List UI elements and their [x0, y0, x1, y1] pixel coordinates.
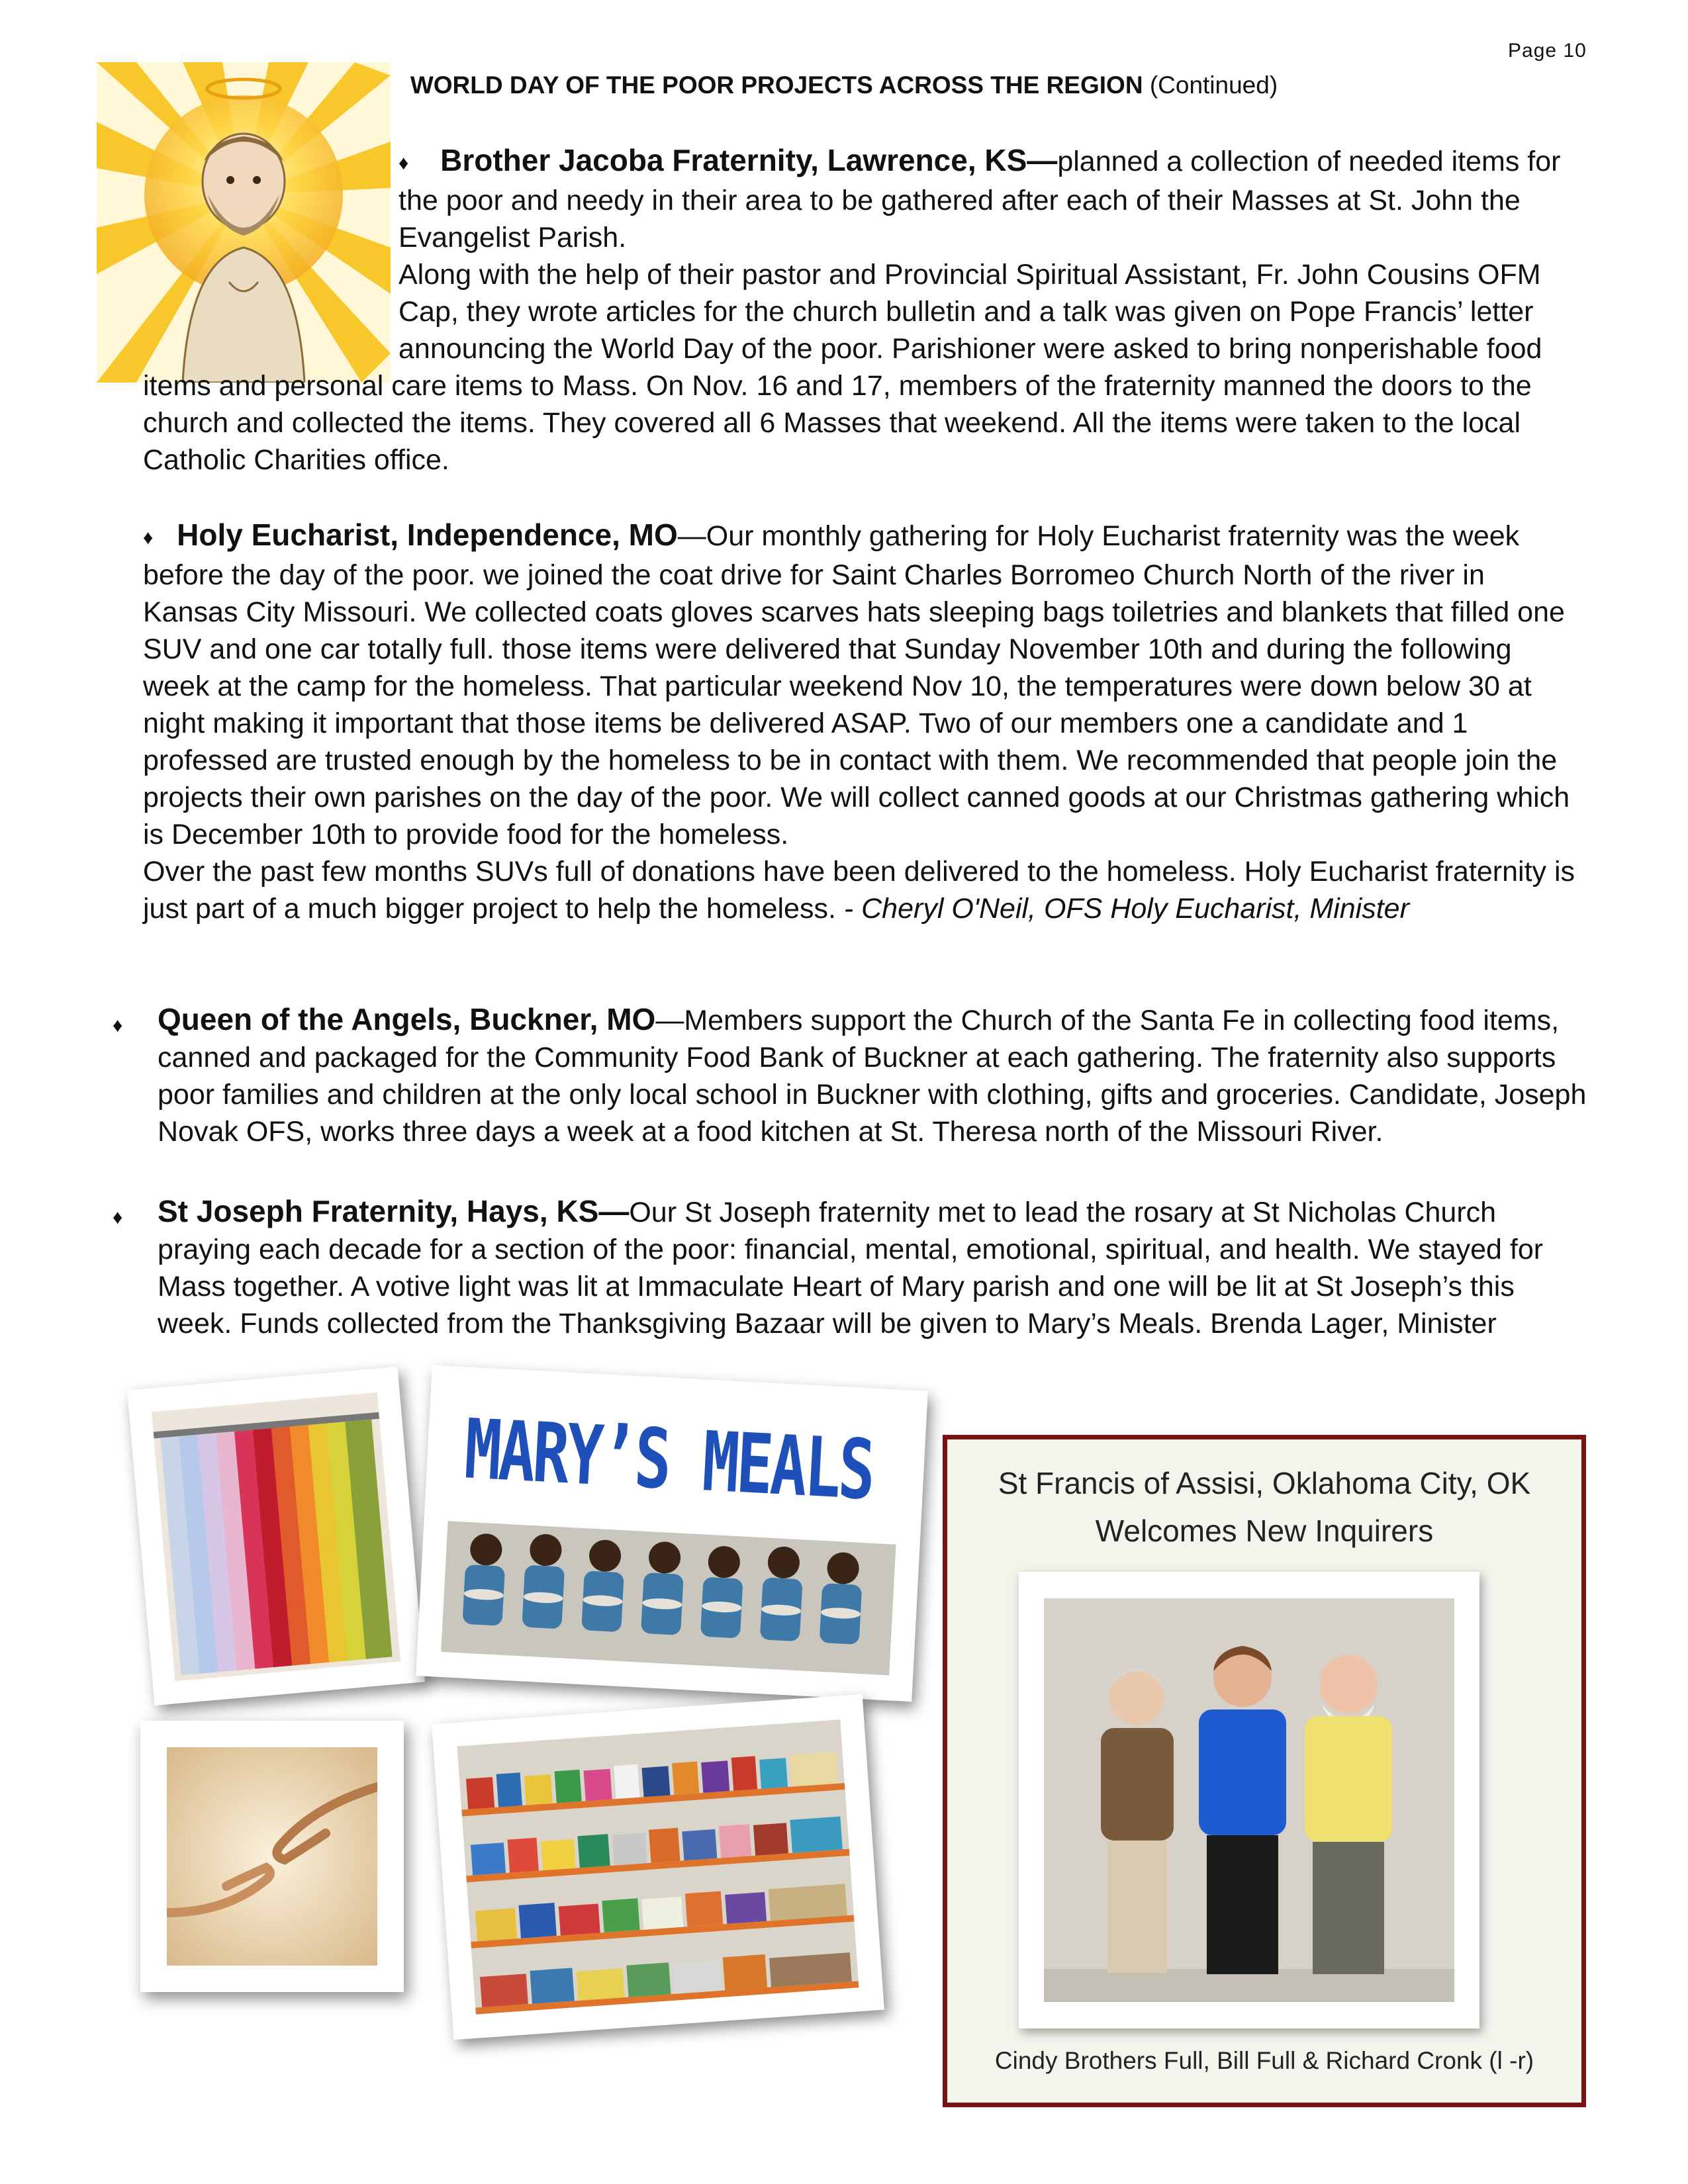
photo-children-scene	[441, 1521, 896, 1675]
section-st-joseph	[113, 1193, 1589, 1342]
section-heading: Queen of the Angels, Buckner, MO	[158, 1002, 656, 1036]
feature-box-caption: Cindy Brothers Full, Bill Full & Richard Cronk (l -r)	[994, 2047, 1534, 2074]
section-text: planned a collection of needed items for the poor and needy in their area to be gathered after each of their Masses at St. John the Evangelist Parish.	[399, 146, 1561, 253]
clothes-rack-drawing	[152, 1392, 400, 1681]
page-title-bold: WORLD DAY OF THE POOR PROJECTS ACROSS THE REGION	[410, 71, 1143, 99]
section-queen-of-angels	[113, 1001, 1589, 1150]
section-st-joseph-paragraph	[158, 1193, 1589, 1342]
section-heading: Brother Jacoba Fraternity, Lawrence, KS—	[440, 143, 1058, 177]
section-holy-eucharist	[143, 516, 1583, 927]
section-dash: —	[677, 520, 706, 552]
photo-clothes-rack	[127, 1367, 425, 1706]
section-heading: Holy Eucharist, Independence, MO	[177, 518, 678, 552]
pantry-shelves-drawing	[457, 1719, 859, 2014]
group-photo-drawing	[1044, 1598, 1454, 2002]
section-dash: —	[655, 1005, 684, 1036]
hands-drawing	[167, 1747, 377, 1966]
section-holy-eucharist-closing	[143, 853, 1583, 927]
section-brother-jacoba-paragraph	[143, 256, 1583, 478]
section-queen-of-angels-paragraph	[158, 1001, 1589, 1150]
section-text: Our monthly gathering for Holy Eucharist fraternity was the week before the day of the poor. we joined the coat drive for Saint Charles Borromeo Church North of the river in Kansas City Missouri. We collected coats gloves scarves hats sleeping bags toiletries and blankets that filled one SUV and one car totally full. those items were delivered that Sunday November 10th and during the following week at the camp for the homeless. That particular weekend Nov 10, the temperatures were down below 30 at night making it important that those items be delivered ASAP. Two of our members one a candidate and 1 professed are trusted enough by the homeless to be in contact with them. We recommended that people join the projects their own parishes on the day of the poor. We will collect canned goods at our Christmas gathering which is December 10th to provide food for the homeless.	[143, 520, 1570, 850]
children-drawing	[441, 1521, 896, 1675]
section-text: Along with the help of their pastor and Provincial Spiritual Assistant, Fr. John Cousins OFM Cap, they wrote articles for the church bulletin and a talk was given on Pope Francis’ letter announcing the World Day of the poor. Parishioner were asked to bring nonperishable food items and personal care items to Mass. On Nov. 16 and 17, members of the fraternity manned the doors to the church and collected the items. They covered all 6 Masses that weekend. All the items were taken to the local Catholic Charities office.	[143, 258, 1542, 476]
section-brother-jacoba	[143, 142, 1583, 478]
feature-box-title-line1: St Francis of Assisi, Oklahoma City, OK	[998, 1466, 1531, 1500]
bullet-icon: ♦	[399, 152, 409, 174]
section-text: Our St Joseph fraternity met to lead the rosary at St Nicholas Church praying each decade for a section of the poor: financial, mental, emotional, spiritual, and health. We stayed for Mass together. A votive light was lit at Immaculate Heart of Mary parish and one will be lit at St Joseph’s this week. Funds collected from the Thanksgiving Bazaar will be given to Mary’s Meals. Brenda Lager, Minister	[158, 1197, 1544, 1340]
section-heading: St Joseph Fraternity, Hays, KS—	[158, 1194, 630, 1228]
section-text: Members support the Church of the Santa Fe in collecting food items, canned and packaged for the Community Food Bank of Buckner at each gathering. The fraternity also supports poor families and children at the only local school in Buckner with clothing, gifts and groceries. Candidate, Joseph Novak OFS, works three days a week at a food kitchen at St. Theresa north of the Missouri River.	[158, 1005, 1587, 1148]
page-title-continued: (Continued)	[1143, 71, 1278, 99]
section-text: Over the past few months SUVs full of donations have been delivered to the homeless. Holy Eucharist fraternity is just part of a much bigger project to help the homeless.	[143, 855, 1575, 925]
photo-food-pantry	[432, 1694, 884, 2040]
photo-marys-meals	[416, 1365, 928, 1702]
bullet-icon: ♦	[113, 1206, 123, 1228]
text-wrap-spacer	[143, 256, 399, 367]
bullet-icon: ♦	[143, 526, 154, 549]
section-signature: - Cheryl O'Neil, OFS Holy Eucharist, Minister	[843, 892, 1409, 925]
bullet-icon: ♦	[113, 1015, 123, 1036]
feature-box-title-line2: Welcomes New Inquirers	[1095, 1514, 1434, 1548]
photo-new-inquirers	[1019, 1572, 1479, 2028]
marys-meals-sign: MARY’S MEALS	[462, 1401, 875, 1519]
feature-box-new-inquirers	[943, 1435, 1586, 2107]
section-holy-eucharist-paragraph	[143, 516, 1583, 853]
feature-box-title	[947, 1459, 1581, 1555]
photo-helping-hands	[140, 1721, 404, 1992]
page-number: Page 10	[1508, 40, 1587, 62]
section-brother-jacoba-intro	[399, 142, 1583, 256]
